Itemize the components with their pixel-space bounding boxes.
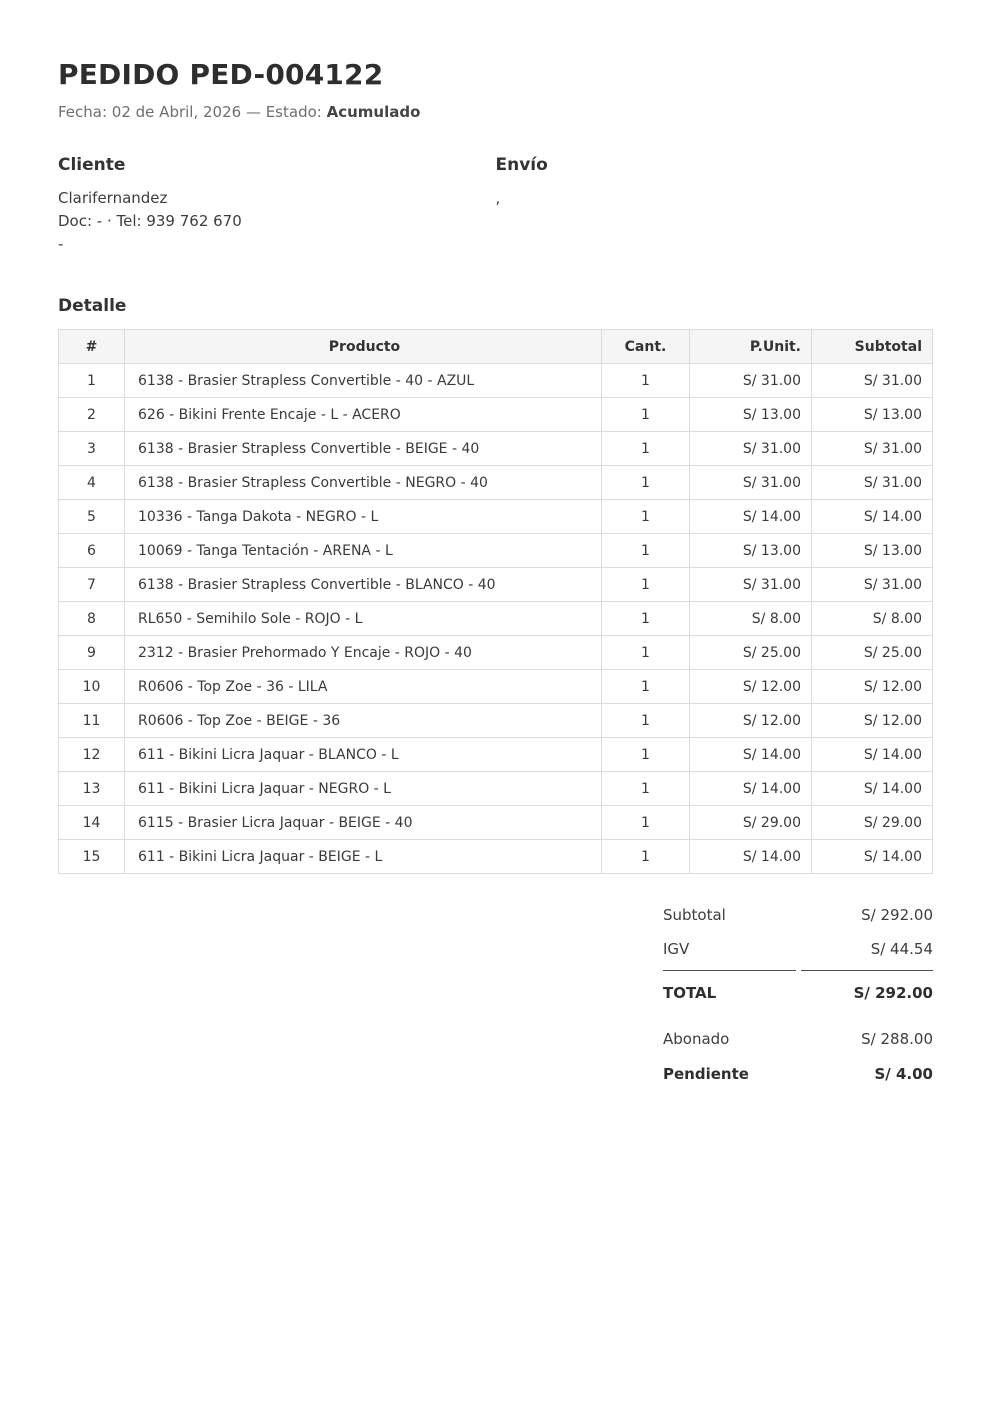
order-date-status-prefix: Fecha: 02 de Abril, 2026 — Estado: bbox=[58, 103, 327, 121]
item-subtotal: S/ 14.00 bbox=[812, 738, 933, 772]
item-quantity: 1 bbox=[602, 806, 690, 840]
item-number: 1 bbox=[59, 364, 125, 398]
table-row bbox=[59, 398, 933, 432]
item-subtotal: S/ 8.00 bbox=[812, 602, 933, 636]
table-row bbox=[59, 602, 933, 636]
abonado-value: S/ 288.00 bbox=[861, 1030, 933, 1048]
page-title: PEDIDO PED-004122 bbox=[58, 58, 384, 91]
item-quantity: 1 bbox=[602, 466, 690, 500]
order-status-badge: Acumulado bbox=[326, 103, 421, 121]
order-meta-line bbox=[58, 103, 933, 121]
subtotal-label: Subtotal bbox=[663, 906, 726, 924]
table-row bbox=[59, 670, 933, 704]
shipping-address: , bbox=[495, 189, 501, 207]
item-unit-price: S/ 8.00 bbox=[690, 602, 812, 636]
column-header-subtotal: Subtotal bbox=[812, 330, 933, 364]
item-quantity: 1 bbox=[602, 772, 690, 806]
total-row bbox=[663, 971, 933, 1012]
item-number: 13 bbox=[59, 772, 125, 806]
detail-heading: Detalle bbox=[58, 296, 127, 316]
item-unit-price: S/ 12.00 bbox=[690, 670, 812, 704]
client-heading: Cliente bbox=[58, 155, 126, 175]
item-product: 611 - Bikini Licra Jaquar - BEIGE - L bbox=[125, 840, 602, 874]
client-address: - bbox=[58, 235, 64, 253]
item-quantity: 1 bbox=[602, 500, 690, 534]
client-doc-tel: Doc: - · Tel: 939 762 670 bbox=[58, 212, 242, 230]
abonado-label: Abonado bbox=[663, 1030, 730, 1048]
item-quantity: 1 bbox=[602, 738, 690, 772]
item-subtotal: S/ 14.00 bbox=[812, 500, 933, 534]
item-product: RL650 - Semihilo Sole - ROJO - L bbox=[125, 602, 602, 636]
item-subtotal: S/ 13.00 bbox=[812, 398, 933, 432]
column-header-cant: Cant. bbox=[602, 330, 690, 364]
item-subtotal: S/ 14.00 bbox=[812, 840, 933, 874]
item-unit-price: S/ 31.00 bbox=[690, 432, 812, 466]
table-row bbox=[59, 772, 933, 806]
item-product: 10069 - Tanga Tentación - ARENA - L bbox=[125, 534, 602, 568]
item-product: R0606 - Top Zoe - 36 - LILA bbox=[125, 670, 602, 704]
shipping-block bbox=[496, 155, 934, 256]
divider-segment-left bbox=[663, 970, 796, 971]
parties-section bbox=[58, 155, 933, 256]
item-number: 6 bbox=[59, 534, 125, 568]
item-subtotal: S/ 31.00 bbox=[812, 364, 933, 398]
table-row bbox=[59, 500, 933, 534]
item-subtotal: S/ 31.00 bbox=[812, 432, 933, 466]
item-subtotal: S/ 12.00 bbox=[812, 670, 933, 704]
subtotal-value: S/ 292.00 bbox=[861, 906, 933, 924]
column-header-num: # bbox=[59, 330, 125, 364]
item-subtotal: S/ 31.00 bbox=[812, 568, 933, 602]
item-number: 2 bbox=[59, 398, 125, 432]
table-row bbox=[59, 738, 933, 772]
table-row bbox=[59, 636, 933, 670]
item-unit-price: S/ 31.00 bbox=[690, 364, 812, 398]
item-unit-price: S/ 31.00 bbox=[690, 568, 812, 602]
item-product: 10336 - Tanga Dakota - NEGRO - L bbox=[125, 500, 602, 534]
item-unit-price: S/ 14.00 bbox=[690, 772, 812, 806]
shipping-heading: Envío bbox=[495, 155, 548, 175]
table-row bbox=[59, 364, 933, 398]
item-product: 6138 - Brasier Strapless Convertible - NEGRO - 40 bbox=[125, 466, 602, 500]
item-subtotal: S/ 31.00 bbox=[812, 466, 933, 500]
table-row bbox=[59, 704, 933, 738]
igv-row bbox=[663, 932, 933, 966]
client-block bbox=[58, 155, 496, 256]
item-unit-price: S/ 13.00 bbox=[690, 398, 812, 432]
pendiente-row bbox=[663, 1056, 933, 1091]
pendiente-value: S/ 4.00 bbox=[874, 1065, 933, 1083]
item-quantity: 1 bbox=[602, 398, 690, 432]
item-product: 6138 - Brasier Strapless Convertible - 40 - AZUL bbox=[125, 364, 602, 398]
item-quantity: 1 bbox=[602, 432, 690, 466]
table-row bbox=[59, 432, 933, 466]
item-quantity: 1 bbox=[602, 704, 690, 738]
table-row bbox=[59, 466, 933, 500]
client-name: Clarifernandez bbox=[58, 189, 168, 207]
item-quantity: 1 bbox=[602, 670, 690, 704]
item-number: 4 bbox=[59, 466, 125, 500]
table-body bbox=[59, 364, 933, 874]
item-quantity: 1 bbox=[602, 840, 690, 874]
igv-value: S/ 44.54 bbox=[870, 940, 933, 958]
item-unit-price: S/ 14.00 bbox=[690, 840, 812, 874]
divider-segment-right bbox=[801, 970, 934, 971]
item-number: 7 bbox=[59, 568, 125, 602]
item-product: 2312 - Brasier Prehormado Y Encaje - ROJO - 40 bbox=[125, 636, 602, 670]
item-unit-price: S/ 31.00 bbox=[690, 466, 812, 500]
item-number: 10 bbox=[59, 670, 125, 704]
pendiente-label: Pendiente bbox=[663, 1065, 749, 1083]
item-unit-price: S/ 13.00 bbox=[690, 534, 812, 568]
detail-section bbox=[58, 296, 933, 874]
item-quantity: 1 bbox=[602, 364, 690, 398]
total-value: S/ 292.00 bbox=[853, 984, 933, 1002]
item-number: 5 bbox=[59, 500, 125, 534]
item-quantity: 1 bbox=[602, 534, 690, 568]
total-label: TOTAL bbox=[663, 984, 717, 1002]
order-items-table bbox=[58, 329, 933, 874]
item-subtotal: S/ 14.00 bbox=[812, 772, 933, 806]
item-product: 6138 - Brasier Strapless Convertible - BEIGE - 40 bbox=[125, 432, 602, 466]
item-unit-price: S/ 29.00 bbox=[690, 806, 812, 840]
table-header bbox=[59, 330, 933, 364]
item-product: 611 - Bikini Licra Jaquar - NEGRO - L bbox=[125, 772, 602, 806]
item-number: 15 bbox=[59, 840, 125, 874]
item-number: 14 bbox=[59, 806, 125, 840]
table-row bbox=[59, 568, 933, 602]
igv-label: IGV bbox=[663, 940, 690, 958]
item-subtotal: S/ 29.00 bbox=[812, 806, 933, 840]
item-quantity: 1 bbox=[602, 636, 690, 670]
item-product: 6138 - Brasier Strapless Convertible - BLANCO - 40 bbox=[125, 568, 602, 602]
item-quantity: 1 bbox=[602, 602, 690, 636]
item-quantity: 1 bbox=[602, 568, 690, 602]
item-subtotal: S/ 25.00 bbox=[812, 636, 933, 670]
item-subtotal: S/ 12.00 bbox=[812, 704, 933, 738]
item-number: 12 bbox=[59, 738, 125, 772]
column-header-producto: Producto bbox=[125, 330, 602, 364]
item-product: R0606 - Top Zoe - BEIGE - 36 bbox=[125, 704, 602, 738]
subtotal-row bbox=[663, 898, 933, 932]
item-product: 6115 - Brasier Licra Jaquar - BEIGE - 40 bbox=[125, 806, 602, 840]
item-unit-price: S/ 25.00 bbox=[690, 636, 812, 670]
item-number: 8 bbox=[59, 602, 125, 636]
item-subtotal: S/ 13.00 bbox=[812, 534, 933, 568]
item-unit-price: S/ 12.00 bbox=[690, 704, 812, 738]
table-row bbox=[59, 840, 933, 874]
item-product: 611 - Bikini Licra Jaquar - BLANCO - L bbox=[125, 738, 602, 772]
item-number: 11 bbox=[59, 704, 125, 738]
item-unit-price: S/ 14.00 bbox=[690, 738, 812, 772]
column-header-punit: P.Unit. bbox=[690, 330, 812, 364]
table-row bbox=[59, 806, 933, 840]
abonado-row bbox=[663, 1022, 933, 1056]
item-product: 626 - Bikini Frente Encaje - L - ACERO bbox=[125, 398, 602, 432]
item-unit-price: S/ 14.00 bbox=[690, 500, 812, 534]
item-number: 3 bbox=[59, 432, 125, 466]
totals-block bbox=[663, 898, 933, 1091]
item-number: 9 bbox=[59, 636, 125, 670]
table-row bbox=[59, 534, 933, 568]
